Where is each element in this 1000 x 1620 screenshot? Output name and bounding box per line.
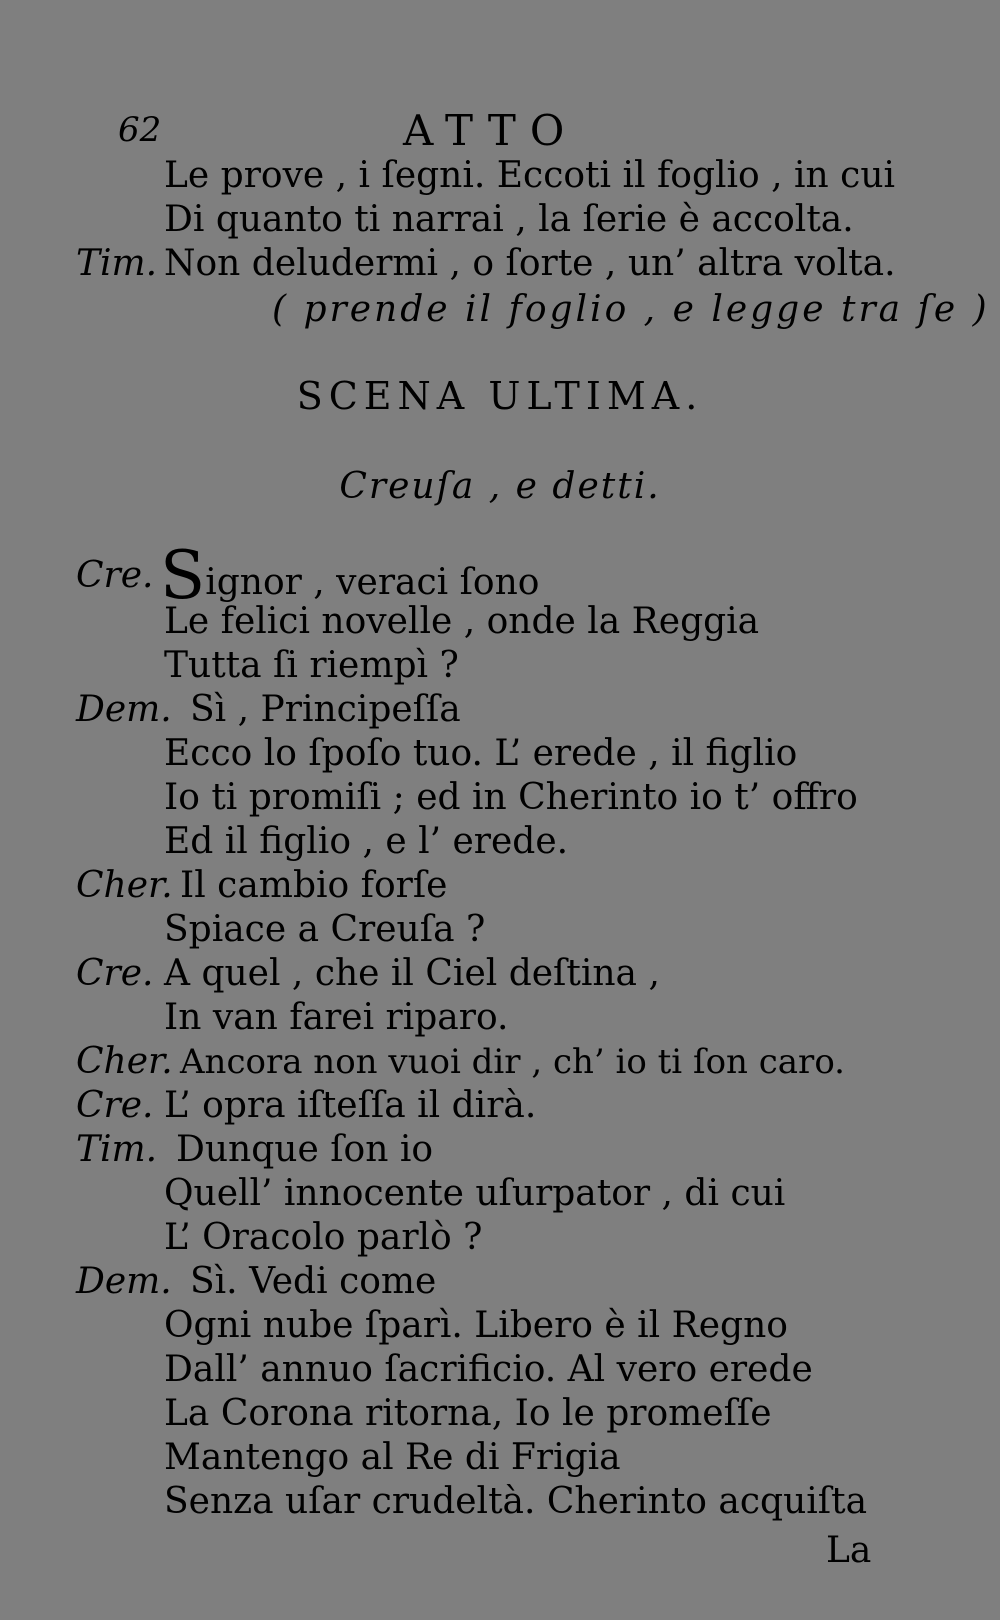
- speaker-label: Dem.: [76, 689, 172, 730]
- verse-text: Sì. Vedi come: [190, 1261, 437, 1302]
- verse-line: [0, 537, 1000, 614]
- verse-text: Tutta ſi riempì ?: [164, 645, 459, 686]
- verse-text: A quel , che il Ciel deſtina ,: [164, 953, 660, 994]
- verse-text: [160, 537, 540, 614]
- speaker-label: Cre.: [76, 555, 154, 596]
- verse-line: [0, 996, 1000, 1040]
- verse-line: [0, 600, 1000, 644]
- speaker-label: Tim.: [76, 243, 158, 284]
- speaker-label: Cre.: [76, 953, 154, 994]
- verse-text: Sì , Principeſſa: [190, 689, 461, 730]
- verse-line: [0, 1348, 1000, 1392]
- verse-line: [0, 776, 1000, 820]
- verse-text: Le felici novelle , onde la Reggia: [164, 601, 760, 642]
- verse-text: L’ opra iſteſſa il dirà.: [164, 1085, 537, 1126]
- verse-text: La Corona ritorna, Io le promeſſe: [164, 1393, 772, 1434]
- verse-line: [0, 198, 1000, 242]
- verse-text: Dall’ annuo ſacrificio. Al vero erede: [164, 1349, 813, 1390]
- verse-line: [0, 242, 1000, 286]
- verse-line: [0, 908, 1000, 952]
- scene-title: SCENA ULTIMA.: [296, 374, 704, 418]
- verse-line: [0, 1216, 1000, 1260]
- verse-line: [0, 820, 1000, 864]
- verse-text: Le prove , i ſegni. Eccoti il foglio , in cui: [164, 155, 896, 196]
- verse-text: L’ Oracolo parlò ?: [164, 1217, 483, 1258]
- catchword: La: [826, 1530, 872, 1571]
- speaker-label: Dem.: [76, 1261, 172, 1302]
- verse-line: [0, 952, 1000, 996]
- speaker-label: Tim.: [76, 1129, 158, 1170]
- verse-text: Non deludermi , o ſorte , un’ altra volta.: [164, 243, 896, 284]
- page-number: 62: [118, 110, 162, 150]
- verse-line: [0, 1480, 1000, 1524]
- verse-text: Ogni nube ſparì. Libero è il Regno: [164, 1305, 788, 1346]
- verse-text: Senza uſar crudeltà. Cherinto acquiſta: [164, 1481, 868, 1522]
- verse-line: [0, 1040, 1000, 1084]
- verse-line: [0, 1304, 1000, 1348]
- verse-line: [0, 1084, 1000, 1128]
- verse-text: Il cambio forſe: [180, 865, 448, 906]
- verse-text: Dunque ſon io: [176, 1129, 434, 1170]
- verse-line: [0, 1172, 1000, 1216]
- verse-line: [0, 1260, 1000, 1304]
- verse-line: [0, 1436, 1000, 1480]
- scene-persons: Creuſa , e detti.: [339, 466, 661, 507]
- verse-line: [0, 1392, 1000, 1436]
- speaker-label: Cre.: [76, 1085, 154, 1126]
- verse-text: Ecco lo ſpoſo tuo. L’ erede , il figlio: [164, 733, 798, 774]
- verse-text: Ancora non vuoi dir , ch’ io ti ſon caro.: [180, 1042, 845, 1082]
- drop-cap: S: [160, 537, 206, 614]
- running-head: ATTO: [403, 106, 579, 155]
- verse-line: [0, 732, 1000, 776]
- verse-line: [0, 688, 1000, 732]
- verse-text: In van farei riparo.: [164, 997, 509, 1038]
- verse-text: Ed il figlio , e l’ erede.: [164, 821, 569, 862]
- stage-direction-line: [0, 288, 1000, 332]
- verse-line: [0, 644, 1000, 688]
- verse-line: [0, 154, 1000, 198]
- speaker-label: Cher.: [76, 1041, 173, 1082]
- verse-text: Io ti promiſi ; ed in Cherinto io t’ offro: [164, 777, 858, 818]
- stage-direction: ( prende il foglio , e legge tra ſe ): [272, 289, 990, 330]
- verse-text: Spiace a Creuſa ?: [164, 909, 486, 950]
- page-header: [118, 106, 938, 156]
- verse-line: [0, 1128, 1000, 1172]
- verse-text: Di quanto ti narrai , la ſerie è accolta.: [164, 199, 854, 240]
- verse-text: Mantengo al Re di Frigia: [164, 1437, 621, 1478]
- verse-text: Quell’ innocente uſurpator , di cui: [164, 1173, 786, 1214]
- verse-line: [0, 864, 1000, 908]
- verse-text-rest: ignor , veraci ſono: [205, 562, 540, 603]
- speaker-label: Cher.: [76, 865, 173, 906]
